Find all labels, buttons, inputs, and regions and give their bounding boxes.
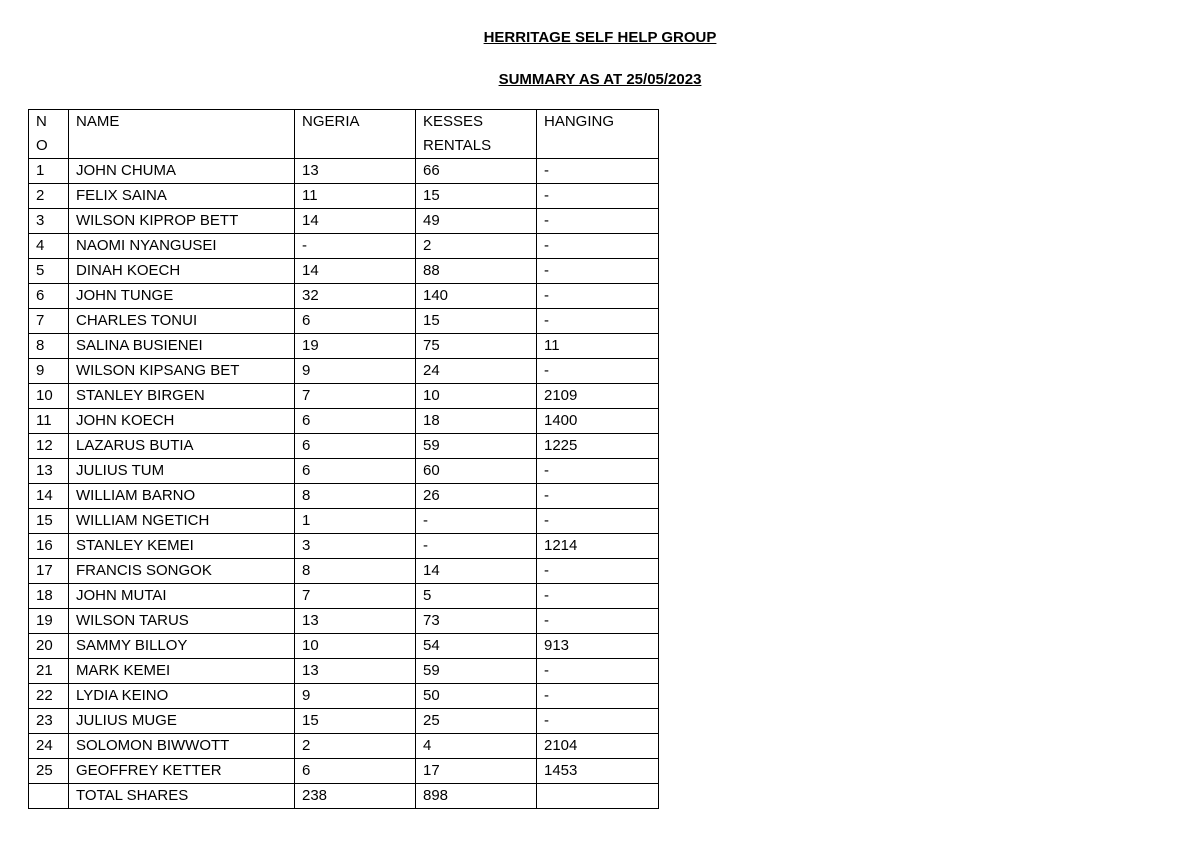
table-row <box>29 409 659 434</box>
table-row <box>29 209 659 234</box>
cell-name: WILSON TARUS <box>69 609 295 634</box>
cell-hanging: - <box>537 459 659 484</box>
cell-hanging: - <box>537 709 659 734</box>
cell-kesses: 26 <box>416 484 537 509</box>
cell-kesses: 2 <box>416 234 537 259</box>
header-name: NAME <box>69 110 295 159</box>
cell-name: LAZARUS BUTIA <box>69 434 295 459</box>
cell-ngeria: 13 <box>295 609 416 634</box>
cell-name: LYDIA KEINO <box>69 684 295 709</box>
cell-hanging: - <box>537 234 659 259</box>
cell-name: WILLIAM NGETICH <box>69 509 295 534</box>
cell-name: GEOFFREY KETTER <box>69 759 295 784</box>
cell-kesses: 24 <box>416 359 537 384</box>
cell-hanging: - <box>537 659 659 684</box>
table-row <box>29 234 659 259</box>
cell-no: 25 <box>29 759 69 784</box>
cell-hanging: - <box>537 284 659 309</box>
cell-ngeria: 6 <box>295 459 416 484</box>
document-subtitle: SUMMARY AS AT 25/05/2023 <box>498 71 702 88</box>
table-row <box>29 334 659 359</box>
cell-ngeria: 8 <box>295 484 416 509</box>
cell-no: 23 <box>29 709 69 734</box>
cell-name: WILLIAM BARNO <box>69 484 295 509</box>
table-row <box>29 259 659 284</box>
table-row <box>29 159 659 184</box>
cell-no: 10 <box>29 384 69 409</box>
cell-ngeria: 11 <box>295 184 416 209</box>
table-row <box>29 634 659 659</box>
summary-table <box>28 109 659 809</box>
cell-kesses: 66 <box>416 159 537 184</box>
header-no: N O <box>29 110 69 159</box>
table-row <box>29 709 659 734</box>
cell-name: JULIUS MUGE <box>69 709 295 734</box>
cell-ngeria: 238 <box>295 784 416 809</box>
cell-name: JULIUS TUM <box>69 459 295 484</box>
header-kesses-rentals: KESSES RENTALS <box>416 110 537 159</box>
cell-hanging: - <box>537 309 659 334</box>
table-row <box>29 609 659 634</box>
cell-ngeria: 6 <box>295 434 416 459</box>
cell-no: 24 <box>29 734 69 759</box>
cell-hanging: 1214 <box>537 534 659 559</box>
cell-name: DINAH KOECH <box>69 259 295 284</box>
cell-name: TOTAL SHARES <box>69 784 295 809</box>
cell-hanging: 1400 <box>537 409 659 434</box>
cell-hanging: - <box>537 609 659 634</box>
cell-name: WILSON KIPSANG BET <box>69 359 295 384</box>
table-total-row <box>29 784 659 809</box>
table-row <box>29 309 659 334</box>
cell-hanging <box>537 784 659 809</box>
cell-ngeria: 13 <box>295 159 416 184</box>
cell-ngeria: 6 <box>295 409 416 434</box>
header-ngeria: NGERIA <box>295 110 416 159</box>
cell-kesses: 15 <box>416 184 537 209</box>
table-row <box>29 684 659 709</box>
cell-ngeria: 3 <box>295 534 416 559</box>
cell-ngeria: 2 <box>295 734 416 759</box>
cell-hanging: - <box>537 684 659 709</box>
cell-ngeria: 1 <box>295 509 416 534</box>
cell-kesses: 73 <box>416 609 537 634</box>
cell-no: 18 <box>29 584 69 609</box>
cell-no: 9 <box>29 359 69 384</box>
cell-no: 13 <box>29 459 69 484</box>
cell-no: 11 <box>29 409 69 434</box>
table-row <box>29 459 659 484</box>
cell-name: JOHN CHUMA <box>69 159 295 184</box>
cell-no: 2 <box>29 184 69 209</box>
cell-kesses: 5 <box>416 584 537 609</box>
cell-kesses: 59 <box>416 659 537 684</box>
cell-name: NAOMI NYANGUSEI <box>69 234 295 259</box>
cell-kesses: 75 <box>416 334 537 359</box>
cell-ngeria: 6 <box>295 759 416 784</box>
cell-hanging: - <box>537 259 659 284</box>
cell-ngeria: 14 <box>295 259 416 284</box>
cell-kesses: 4 <box>416 734 537 759</box>
cell-hanging: - <box>537 159 659 184</box>
cell-kesses: 140 <box>416 284 537 309</box>
cell-ngeria: 7 <box>295 384 416 409</box>
cell-name: JOHN TUNGE <box>69 284 295 309</box>
table-row <box>29 509 659 534</box>
cell-name: FELIX SAINA <box>69 184 295 209</box>
cell-hanging: 913 <box>537 634 659 659</box>
cell-hanging: 2109 <box>537 384 659 409</box>
cell-name: STANLEY KEMEI <box>69 534 295 559</box>
cell-name: FRANCIS SONGOK <box>69 559 295 584</box>
cell-ngeria: 32 <box>295 284 416 309</box>
table-row <box>29 734 659 759</box>
cell-hanging: - <box>537 484 659 509</box>
table-header-row <box>29 110 659 159</box>
cell-no <box>29 784 69 809</box>
cell-kesses: 14 <box>416 559 537 584</box>
cell-ngeria: 15 <box>295 709 416 734</box>
cell-kesses: 59 <box>416 434 537 459</box>
table-row <box>29 184 659 209</box>
cell-hanging: 2104 <box>537 734 659 759</box>
cell-name: CHARLES TONUI <box>69 309 295 334</box>
cell-ngeria: 19 <box>295 334 416 359</box>
cell-ngeria: 10 <box>295 634 416 659</box>
cell-no: 1 <box>29 159 69 184</box>
cell-kesses: 898 <box>416 784 537 809</box>
table-row <box>29 484 659 509</box>
cell-no: 3 <box>29 209 69 234</box>
cell-no: 16 <box>29 534 69 559</box>
table-row <box>29 759 659 784</box>
cell-name: SAMMY BILLOY <box>69 634 295 659</box>
cell-no: 8 <box>29 334 69 359</box>
cell-ngeria: 7 <box>295 584 416 609</box>
cell-hanging: - <box>537 184 659 209</box>
cell-no: 14 <box>29 484 69 509</box>
cell-ngeria: 9 <box>295 684 416 709</box>
cell-no: 4 <box>29 234 69 259</box>
table-row <box>29 434 659 459</box>
cell-name: WILSON KIPROP BETT <box>69 209 295 234</box>
cell-hanging: 11 <box>537 334 659 359</box>
cell-ngeria: 8 <box>295 559 416 584</box>
cell-name: SOLOMON BIWWOTT <box>69 734 295 759</box>
cell-no: 17 <box>29 559 69 584</box>
cell-ngeria: - <box>295 234 416 259</box>
cell-kesses: 10 <box>416 384 537 409</box>
cell-no: 5 <box>29 259 69 284</box>
table-row <box>29 384 659 409</box>
table-row <box>29 659 659 684</box>
cell-name: MARK KEMEI <box>69 659 295 684</box>
table-row <box>29 559 659 584</box>
cell-kesses: - <box>416 534 537 559</box>
header-hanging: HANGING <box>537 110 659 159</box>
cell-hanging: - <box>537 209 659 234</box>
document-title: HERRITAGE SELF HELP GROUP <box>483 29 717 46</box>
cell-ngeria: 13 <box>295 659 416 684</box>
cell-kesses: 49 <box>416 209 537 234</box>
cell-kesses: - <box>416 509 537 534</box>
cell-no: 20 <box>29 634 69 659</box>
table-row <box>29 534 659 559</box>
cell-no: 22 <box>29 684 69 709</box>
cell-kesses: 17 <box>416 759 537 784</box>
cell-hanging: - <box>537 359 659 384</box>
cell-kesses: 25 <box>416 709 537 734</box>
cell-kesses: 15 <box>416 309 537 334</box>
cell-no: 12 <box>29 434 69 459</box>
cell-name: JOHN MUTAI <box>69 584 295 609</box>
table-row <box>29 584 659 609</box>
cell-kesses: 50 <box>416 684 537 709</box>
cell-no: 21 <box>29 659 69 684</box>
cell-kesses: 54 <box>416 634 537 659</box>
cell-no: 19 <box>29 609 69 634</box>
cell-name: STANLEY BIRGEN <box>69 384 295 409</box>
cell-ngeria: 6 <box>295 309 416 334</box>
cell-kesses: 18 <box>416 409 537 434</box>
cell-ngeria: 14 <box>295 209 416 234</box>
cell-kesses: 88 <box>416 259 537 284</box>
table-row <box>29 284 659 309</box>
cell-hanging: - <box>537 509 659 534</box>
cell-no: 15 <box>29 509 69 534</box>
cell-hanging: - <box>537 584 659 609</box>
cell-hanging: 1225 <box>537 434 659 459</box>
table-row <box>29 359 659 384</box>
cell-no: 7 <box>29 309 69 334</box>
cell-ngeria: 9 <box>295 359 416 384</box>
cell-kesses: 60 <box>416 459 537 484</box>
cell-hanging: 1453 <box>537 759 659 784</box>
cell-hanging: - <box>537 559 659 584</box>
cell-name: JOHN KOECH <box>69 409 295 434</box>
cell-no: 6 <box>29 284 69 309</box>
cell-name: SALINA BUSIENEI <box>69 334 295 359</box>
